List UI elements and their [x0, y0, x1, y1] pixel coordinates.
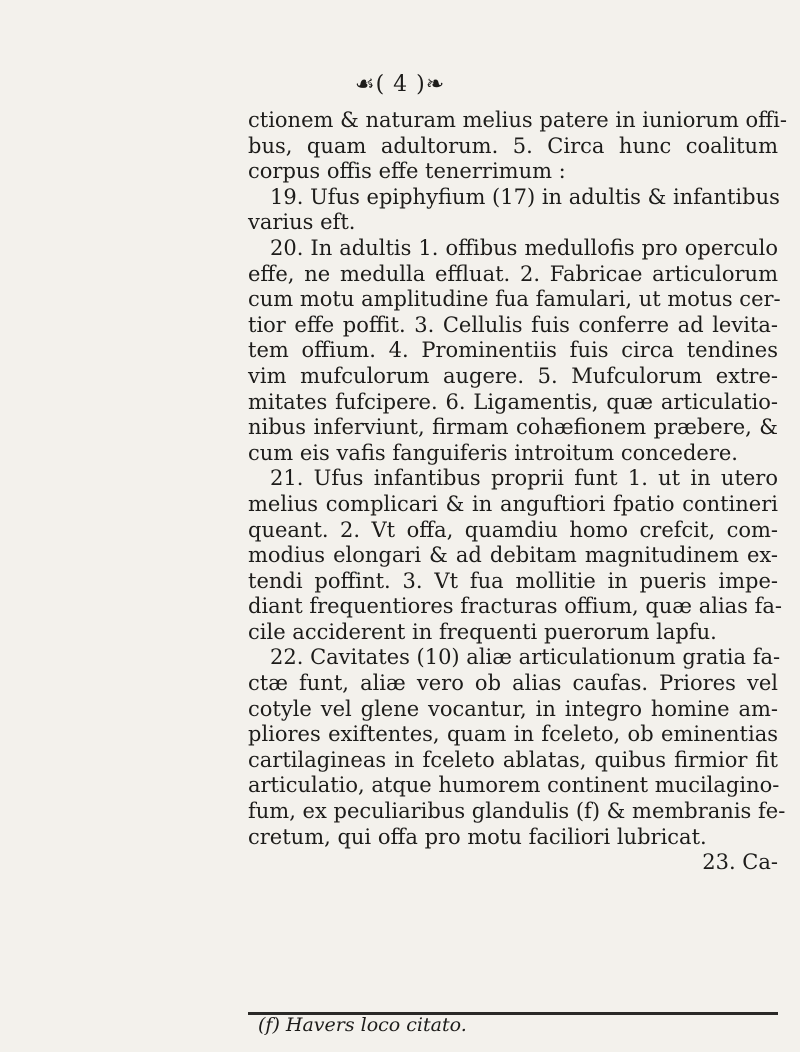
text-line: diant frequentiores fracturas offium, quæ alias fa- — [248, 594, 783, 619]
text-line: corpus offis effe tenerrimum : — [248, 159, 566, 184]
text-line: pliores exiftentes, quam in fceleto, ob eminentias — [248, 722, 778, 747]
text-line: tem offium. 4. Prominentiis fuis circa tendines — [248, 338, 778, 363]
catchword: 23. Ca- — [702, 850, 778, 875]
text-line: cile acciderent in frequenti puerorum lapfu. — [248, 619, 717, 644]
text-line: effe, ne medulla effluat. 2. Fabricae articulorum — [248, 261, 778, 286]
page-header: ☙( 4 )❧ — [354, 72, 446, 97]
text-line: cretum, qui offa pro motu faciliori lubricat. — [248, 824, 707, 849]
text-line: fum, ex peculiaribus glandulis (f) & membranis fe- — [248, 799, 786, 824]
text-line: vim mufculorum augere. 5. Mufculorum extre- — [248, 363, 778, 388]
text-line: tendi poffint. 3. Vt fua mollitie in pueris impe- — [248, 568, 778, 593]
text-line: 21. Ufus infantibus proprii funt 1. ut in utero — [270, 466, 778, 491]
text-line: articulatio, atque humorem continent mucilagino- — [248, 773, 780, 798]
text-line: 20. In adultis 1. offibus medullofis pro operculo — [270, 235, 778, 260]
text-line: cum eis vafis fanguiferis introitum concedere. — [248, 440, 738, 465]
text-line: melius complicari & in anguftiori fpatio contineri — [248, 491, 778, 516]
text-line: queant. 2. Vt offa, quamdiu homo crefcit, com- — [248, 517, 778, 542]
text-line: ctæ funt, aliæ vero ob alias caufas. Priores vel — [248, 671, 778, 696]
text-line: ctionem & naturam melius patere in iuniorum offi- — [248, 108, 787, 132]
text-line: bus, quam adultorum. 5. Circa hunc coalitum — [248, 133, 778, 158]
body-text — [248, 108, 787, 876]
text-line: cotyle vel glene vocantur, in integro homine am- — [248, 696, 778, 721]
text-line: nibus inferviunt, firmam cohæfionem præbere, & — [248, 415, 778, 440]
text-line: varius eft. — [248, 210, 356, 235]
text-line: cum motu amplitudine fua famulari, ut motus cer- — [248, 287, 781, 312]
text-line: tior effe poffit. 3. Cellulis fuis conferre ad levita- — [248, 312, 778, 337]
text-line: modius elongari & ad debitam magnitudinem ex- — [248, 543, 778, 568]
text-line: mitates fufcipere. 6. Ligamentis, quæ articulatio- — [248, 389, 778, 414]
text-line: 19. Ufus epiphyfium (17) in adultis & infantibus — [270, 184, 780, 209]
text-line: cartilagineas in fceleto ablatas, quibus firmior fit — [248, 747, 778, 772]
footnote: (f) Havers loco citato. — [258, 1014, 467, 1036]
text-line: 22. Cavitates (10) aliæ articulationum gratia fa- — [270, 645, 781, 670]
